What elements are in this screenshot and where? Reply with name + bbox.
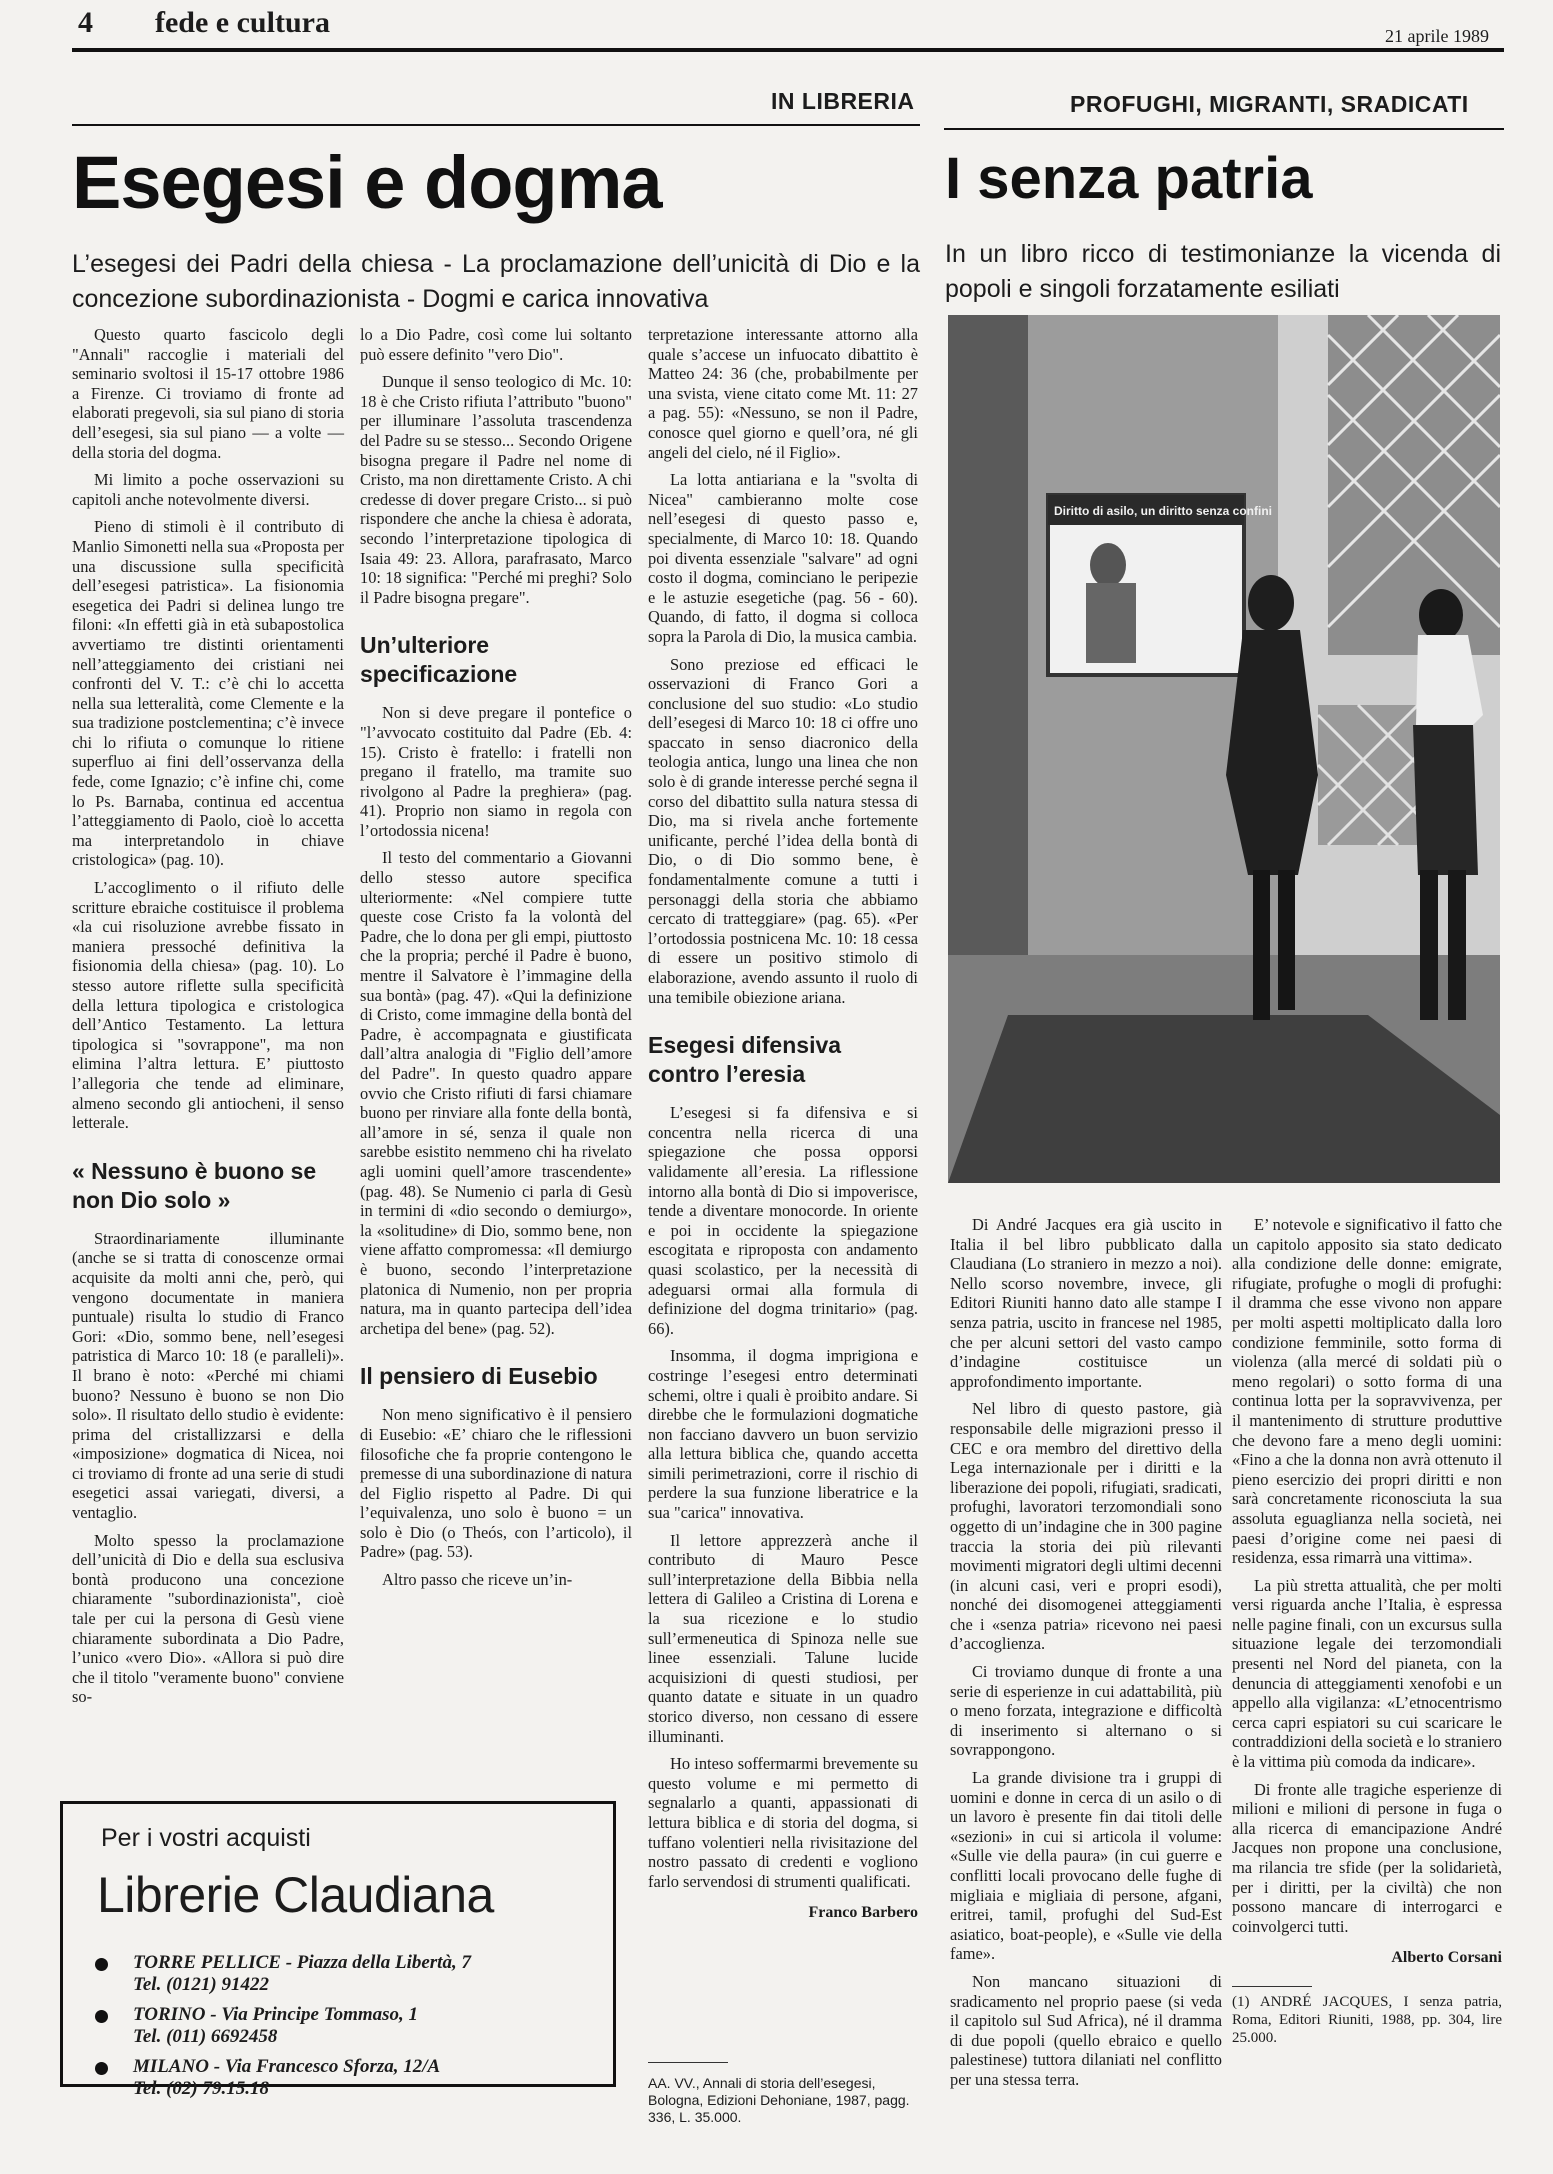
paragraph: Mi limito a poche osservazioni su capitoli anche notevolmente diversi. [72,470,344,509]
paragraph: Straordinariamente illuminante (anche se si tratta di conoscenze ormai acquisite da molti anni che, però, qui vengono documentate in maniera puntuale) risulta lo studio di Franco Gori: «Dio, sommo bene, nell’esegesi patristica di Marco 10: 18 (e paralleli)». Il brano è noto: «Perché mi chiami buono? Nessuno è buono se non Dio solo». Il risultato dello studio è evidente: prima del cristallizzarsi e della «imposizione» dogmatica di Nicea, noi ci troviamo di fronte ad una serie di studi esegetici assai variegati, diversi, a ventaglio. [72,1228,344,1523]
store-entry [89,2004,471,2048]
store-address: TORINO - Via Principe Tommaso, 1 [133,2004,419,2025]
bullet-icon [95,1958,108,1971]
store-address: MILANO - Via Francesco Sforza, 12/A [133,2056,441,2077]
newspaper-name: fede e cultura [155,6,330,39]
paragraph: La lotta antiariana e la "svolta di Nicea" cambieranno molte cose nell’esegesi di questo passo e, specialmente, di Marco 10: 18. Quando poi diventa essenziale "salvare" ad ogni costo il dogma, cominciano le peripezie e le astuzie esegetiche (pag. 56 - 60). Quando, di fatto, il dogma si colloca sopra la Parola di Dio, la musica cambia. [648,470,918,646]
headline-senza-patria: I senza patria [945,146,1313,211]
paragraph: La più stretta attualità, che per molti versi riguarda anche l’Italia, è espressa nelle pagine finali, con un excursus sulla situazione legale dei terzomondiali presenti nel Nord del pianeta, con la denuncia di atteggiamenti xenofobi e un appello alla vigilanza: «L’etnocentrismo cerca capri espiatori su cui scaricare le contraddizioni della società e lo straniero è la vittima più comoda da indicare». [1232,1575,1502,1772]
store-phone: Tel. (0121) 91422 [133,1974,269,1995]
advert-intro: Per i vostri acquisti [101,1824,311,1852]
claudiana-advert [60,1801,616,2099]
footnote: (1) ANDRÉ JACQUES, I senza patria, Roma, Editori Riuniti, 1988, pp. 304, lire 25.000. [1232,1993,1502,2046]
issue-date: 21 aprile 1989 [1385,26,1489,46]
masthead-rule [72,48,1504,52]
section-label-left: IN LIBRERIA [771,88,915,114]
paragraph: Altro passo che riceve un’in- [382,1570,573,1590]
page-number: 4 [78,6,93,39]
section-rule-left [72,124,920,126]
store-phone: Tel. (011) 6692458 [133,2026,278,2047]
paragraph: Dunque il senso teologico di Mc. 10: 18 è che Cristo rifiuta l’attributo "buono" per illuminare l’assoluta trascendenza del Padre su se stesso... Secondo Origene bisogna pregare il Padre nel nome di Cristo, ma non direttamente Cristo. A chi credesse di dover pregare Cristo... si può rispondere che anche la chiesa è adorata, secondo l’interpretazione tipologica di Isaia 49: 23. Allora, parafrasato, Marco 10: 18 significa: "Perché mi preghi? Solo il Padre bisogna pregare". [360,372,632,607]
subheading-nessuno-buono: « Nessuno è buono se non Dio solo » [72,1157,317,1213]
bullet-icon [95,2010,108,2023]
paragraph: Pieno di stimoli è il contributo di Manlio Simonetti nella sua «Proposta per una discussione sulla specificità dell’esegesi patristica». La fisionomia esegetica dei Padri si delinea lungo tre filoni: «In effetti già in età subapostolica avvertiamo tre distinti orientamenti nell’atteggiamento dei cristiani nei confronti del V. T.: c’è chi lo accetta nella sua letteralità, come Clemente e la sua tradizione postclementina; c’è invece chi lo rifiuta o comunque lo ritiene superfluo ai fini dell’osservanza della fede, come Ignazio; c’è infine chi, come lo Ps. Barnaba, continua ed accentua l’atteggiamento di Paolo, cioè lo accetta ma interpretandolo in chiave cristologica» (pag. 10). [72,517,344,870]
article-column-3 [648,325,918,1923]
paragraph: Molto spesso la proclamazione dell’unicità di Dio e della sua esclusiva bontà producono una concezione chiaramente "subordinazionista", cioè tale per cui la persona di Gesù viene chiaramente subordinata a Dio Padre, l’unico «vero Dio». «Allora si può dire che il titolo "veramente buono" conviene so- [72,1530,344,1707]
paragraph: Ho inteso soffermarmi brevemente su questo volume e mi permetto di segnalarlo a quanti, appassionati di lettura biblica e di storia del dogma, si tuffano volentieri nella rivisitazione del nostro passato di credenti e vogliono farlo servendosi di strumenti qualificati. [648,1754,918,1891]
paragraph: Non meno significativo è il pensiero di Eusebio: «E’ chiaro che le riflessioni filosofiche che fa proprie contengono le premesse di una subordinazione di natura del Figlio rispetto al Padre. Di qui l’equivalenza, uno solo è buono = un solo è Dio (o Theós, con l’articolo), il Padre» (pag. 53). [360,1405,632,1562]
paragraph: Questo quarto fascicolo degli "Annali" raccoglie i materiali del seminario svoltosi il 15-17 ottobre 1986 a Firenze. Ci troviamo di fronte ad elaborati pregevoli, sia sul piano di storia dell’esegesi, sia sul piano — a volte — della storia del dogma. [72,325,344,462]
book-reference: AA. VV., Annali di storia dell’esegesi, Bologna, Edizioni Dehoniane, 1987, pagg. 336, L. 35.000. [648,2075,910,2125]
store-entry [89,1952,471,1996]
paragraph: terpretazione interessante attorno alla quale s’accese un infuocato dibattito è Matteo 24: 36 (che, probabilmente per una svista, viene citato come Mt. 11: 27 a pag. 55): «Nessuno, se non il Padre, conosce quel giorno e quell’ora, né gli angeli del cielo, né il Figlio». [648,325,918,462]
section-rule-right [944,128,1504,130]
store-list [89,1952,471,2108]
section-label-right: PROFUGHI, MIGRANTI, SRADICATI [1070,91,1469,117]
deck-senza-patria: In un libro ricco di testimonianze la vicenda di popoli e singoli forzatamente esiliati [945,240,1501,303]
paragraph: Il lettore apprezzerà anche il contributo di Mauro Pesce sull’interpretazione della Bibbia nella lettera di Galileo a Cristina di Lorena e la sua ricezione e lo studio sull’ermeneutica di Spinoza nelle sue linee essenziali. Talune lucide acquisizioni di questi studiosi, per quanto datate e situate in un quadro storico diverso, non cessano di essere illuminanti. [648,1530,918,1746]
paragraph: Il testo del commentario a Giovanni dello stesso autore specifica ulteriormente: «Nel compiere tutte queste cose Cristo fa la volontà del Padre, che lo dona per gli empi, piuttosto che la propria; perché il Padre è buono, mentre il Salvatore è l’immagine della sua bontà» (pag. 47). «Qui la definizione di Cristo, come immagine della bontà del Padre, è accompagnata e giustificata dall’altra analogia di "Figlio dell’amore del Padre". In questo quadro appare ovvio che Cristo rifiuti di farsi chiamare buono per rinviare alla fonte della bontà, all’amore in sé, senza il quale non sarebbe esistito nemmeno chi ha rivelato agli uomini quell’amore trascendente» (pag. 48). Se Numenio ci parla di Gesù in termini di «dio secondo o demiurgo», la «solitudine» di Dio, sommo bene, non viene affatto compromessa: «Il demiurgo è buono, secondo l’interpretazione platonica di Numenio, non per propria natura, ma in quanto partecipa dell’idea archetipa del bene» (pag. 52). [360,848,632,1338]
paragraph: lo a Dio Padre, così come lui soltanto può essere definito "vero Dio". [360,325,632,364]
article-column-5 [1232,1215,1502,2047]
paragraph: Insomma, il dogma imprigiona e costringe l’esegesi entro determinati schemi, oltre i quali è proibito andare. Si direbbe che le formulazioni dogmatiche non facciano davvero un buon servizio alla lettura biblica che, quando accetta simili perimetrazioni, corre il rischio di perdere la sua funzione liberatrice e la sua "carica" innovativa. [648,1346,918,1523]
article-column-1 [72,325,344,1715]
paragraph: Ci troviamo dunque di fronte a una serie di esperienze in cui adattabilità, più o meno forzata, integrazione e difficoltà di inserimento si alternano o si sovrappongono. [950,1662,1222,1760]
paragraph: L’accoglimento o il rifiuto delle scritture ebraiche costituisce il problema «la cui risoluzione avrebbe fissato in maniera pressoché definitiva la fisionomia della chiesa» (pag. 10). Lo stesso autore riflette sulla specificità della lettura tipologica e cristologica dell’Antico Testamento. La lettura tipologica si "sovrappone", ma non elimina l’altra lettura. E’ piuttosto l’allegoria che tende ad eliminare, almeno secondo gli antiocheni, il senso letterale. [72,878,344,1133]
paragraph: Sono preziose ed efficaci le osservazioni di Franco Gori a conclusione del suo studio: «Lo studio dell’esegesi di Marco 10: 18 ci offre uno spaccato in senso diacronico della teologia antica, lungo una linea che non solo è di grande interesse perché segna il corso del dibattito sulla natura stessa di Dio, ma si rivela anche fortemente unificante, perché l’idea della bontà di Dio, o di Dio sommo bene, è fondamentalmente comune a tutti i personaggi della storia che abbiamo cercato di tratteggiare» (pag. 65). «Per l’ortodossia postnicena Mc. 10: 18 cessa di essere un positivo stimolo di elaborazione, avendo assunto il ruolo di una temibile obiezione ariana. [648,654,918,1007]
store-address: TORRE PELLICE - Piazza della Libertà, 7 [133,1952,471,1973]
footnote-rule [1232,1986,1312,1987]
store-phone: Tel. (02) 79.15.18 [133,2078,269,2099]
paragraph: La grande divisione tra i gruppi di uomini e donne in cerca di un asilo o di un lavoro è presente fin dai titoli delle «sezioni» in cui si articola il volume: «Sulle vie della paura» (in cui guerre e conflitti locali provocano delle fughe di migliaia e migliaia di persone, afgani, eritrei, tamil, profughi del Sud-Est asiatico, boat-people), e «Sulle vie della fame». [950,1768,1222,1964]
reference-rule [648,2062,728,2063]
paragraph: Di fronte alle tragiche esperienze di milioni e milioni di persone in fuga o alla ricerca di emancipazione André Jacques non propone una conclusione, ma rilancia tre sfide (per la solidarietà, per i diritti, per la civiltà) che non possono mancare di interrogarci e coinvolgerci tutti. [1232,1779,1502,1936]
photo-two-men-poster [948,315,1500,1183]
photo-illustration [948,315,1500,1183]
subheading-esegesi-difensiva: Esegesi difensiva contro l’eresia [648,1032,842,1088]
paragraph: Nel libro di questo pastore, già responsabile delle migrazioni presso il CEC e ora membro del direttivo della Lega internazionale per i diritti e la liberazione dei popoli, rifugiati, sradicati, profughi, lavoratori terzomondiali sono oggetto di un’indagine che in 300 pagine traccia la storia dei più rilevanti movimenti migratori degli ultimi decenni (in alcuni casi, veri e propri esodi), nonché dei disomogenei atteggiamenti che i «senza patria» ricevono nei paesi d’accoglienza. [950,1399,1222,1654]
paragraph: Non si deve pregare il pontefice o "l’avvocato costituito dal Padre (Eb. 4: 15). Cristo è fratello: i fratelli non pregano il fratello, ma tramite suo rivolgono al Padre la preghiera» (pag. 41). Proprio non siamo in regola con l’ortodossia nicena! [360,703,632,840]
subheading-ulteriore-specificazione: Un’ulteriore specificazione [360,632,518,688]
headline-esegesi: Esegesi e dogma [72,141,662,224]
byline-franco-barbero: Franco Barbero [808,1904,918,1922]
paragraph: L’esegesi si fa difensiva e si concentra nella ricerca di una spiegazione che possa opporsi validamente all’eresia. La riflessione intorno alla bontà di Dio si impoverisce, tende a diventare monocorde. In oriente e poi in occidente la spiegazione escogitata e riproposta con andamento quasi scolastico, per la necessità di adeguarsi ormai alla formula di definizione del dogma trinitario» (pag. 66). [648,1103,918,1338]
paragraph: Non mancano situazioni di sradicamento nel proprio paese (si veda il capitolo sul Sud Africa), né il dramma di due popoli (quello ebraico e quello palestinese) tuttora dilaniati nel conflitto per una stessa terra. [950,1971,1222,2089]
paragraph: Di André Jacques era già uscito in Italia il bel libro pubblicato dalla Claudiana (Lo straniero in mezzo a noi). Nello scorso novembre, invece, gli Editori Riuniti hanno dato alle stampe I senza patria, uscito in francese nel 1985, che per alcuni settori del vasto campo d’indagine costituisce un approfondimento importante. [950,1215,1222,1391]
article-column-4 [950,1215,1222,2098]
bullet-icon [95,2062,108,2075]
byline-alberto-corsani: Alberto Corsani [1391,1949,1502,1967]
poster-text: Diritto di asilo, un diritto senza confini [1054,504,1273,518]
advert-store-name: Librerie Claudiana [97,1867,494,1923]
deck-esegesi: L’esegesi dei Padri della chiesa - La proclamazione dell’unicità di Dio e la concezione subordinazionista - Dogmi e carica innovativa [72,250,920,313]
article-column-2 [360,325,632,1598]
subheading-pensiero-eusebio: Il pensiero di Eusebio [360,1363,598,1390]
store-entry [89,2056,471,2100]
paragraph: E’ notevole e significativo il fatto che un capitolo apposito sia stato dedicato alla condizione delle donne: emigrate, rifugiate, profughe o mogli di profughi: il dramma che esse vivono non appare per molti aspetti moltiplicato dalla loro condizione femminile, sotto forma di violenza (alla mercé di soldati più o meno regolari) o sotto forma di una continua lotta per la sopravvivenza, per il mantenimento di strutture produttive che devono fare a meno degli uomini: «Fino a che la donna non avrà ottenuto il pieno esercizio dei propri diritti e non sarà concretamente riconosciuta la sua assoluta eguaglianza nella società, nei paesi d’origine come nei paesi di residenza, essa rimarrà una vittima». [1232,1215,1502,1568]
